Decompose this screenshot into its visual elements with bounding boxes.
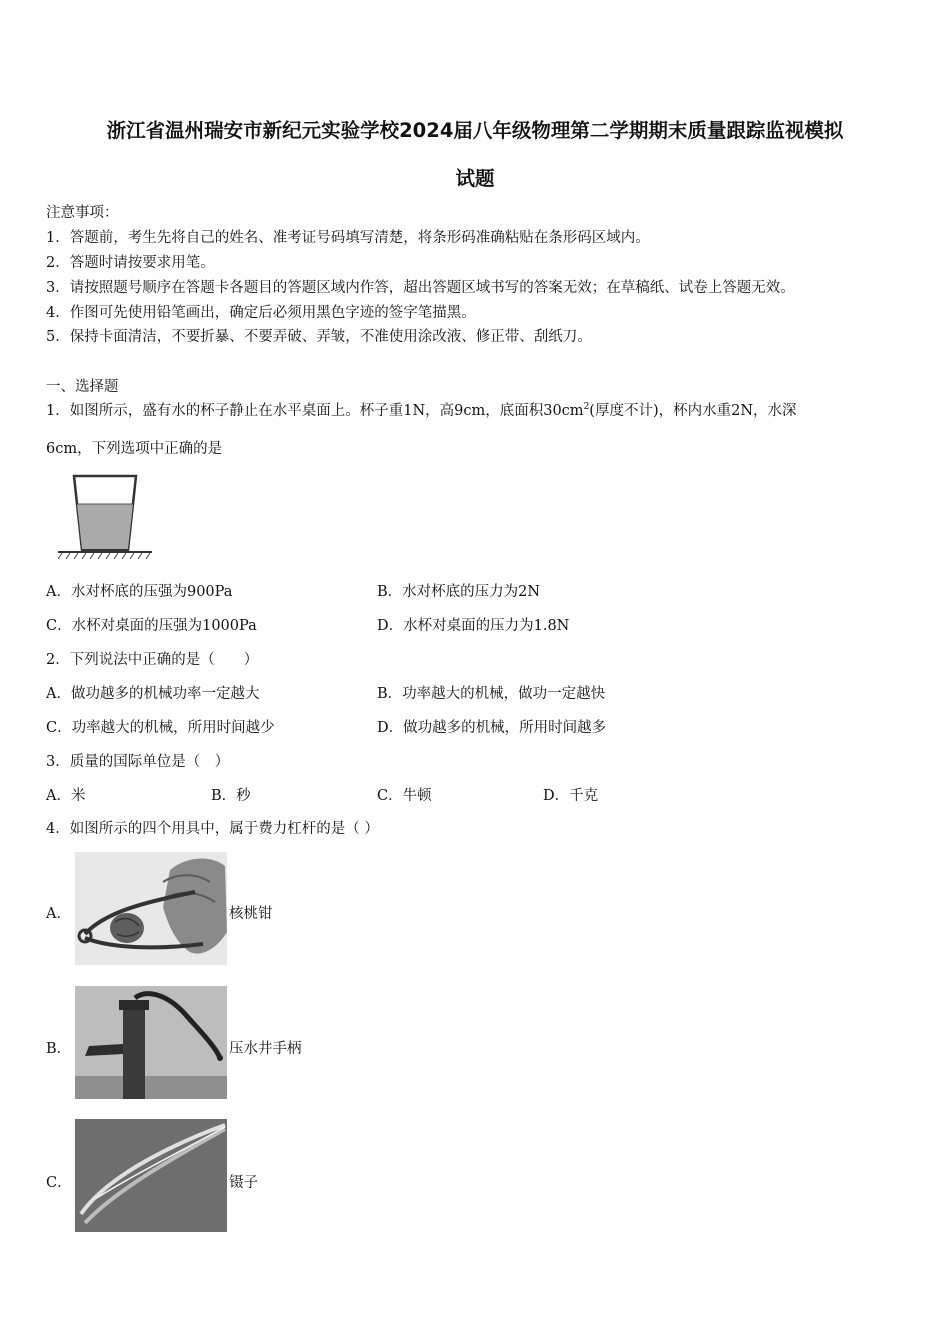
tweezers-photo bbox=[75, 1119, 227, 1232]
q3-option-b: B．秒 bbox=[211, 788, 251, 804]
q1-option-b: B．水对杯底的压力为2N bbox=[377, 584, 541, 600]
question-3-stem: 3．质量的国际单位是（ ） bbox=[46, 754, 230, 770]
notice-item: 2．答题时请按要求用笔。 bbox=[46, 255, 215, 271]
q4-item-a-letter: A． bbox=[46, 906, 71, 922]
q4-item-a-label: 核桃钳 bbox=[229, 906, 273, 922]
notice-item: 1．答题前，考生先将自己的姓名、准考证号码填写清楚，将条形码准确粘贴在条形码区域内。 bbox=[46, 230, 650, 246]
notice-item: 4．作图可先使用铅笔画出，确定后必须用黑色字迹的签字笔描黑。 bbox=[46, 305, 476, 321]
q4-item-b-letter: B． bbox=[46, 1041, 72, 1057]
notice-item: 5．保持卡面清洁，不要折暴、不要弄破、弄皱，不准使用涂改液、修正带、刮纸刀。 bbox=[46, 329, 592, 345]
q1-option-d: D．水杯对桌面的压力为1.8N bbox=[377, 618, 570, 634]
q2-option-c: C．功率越大的机械，所用时间越少 bbox=[46, 720, 275, 736]
q1-superscript: 2 bbox=[583, 402, 590, 413]
q3-option-a: A．米 bbox=[46, 788, 86, 804]
question-4-stem: 4．如图所示的四个用具中，属于费力杠杆的是（ ） bbox=[46, 821, 379, 837]
table-hatch bbox=[58, 553, 150, 559]
question-1-stem-cont: 6cm，下列选项中正确的是 bbox=[46, 441, 223, 457]
q3-option-c: C．牛顿 bbox=[377, 788, 432, 804]
q1-option-a: A．水对杯底的压强为900Pa bbox=[46, 584, 233, 600]
hand-pump-photo bbox=[75, 986, 227, 1099]
q2-option-a: A．做功越多的机械功率一定越大 bbox=[46, 686, 260, 702]
page-title-line2: 试题 bbox=[455, 167, 495, 190]
q3-option-d: D．千克 bbox=[543, 788, 599, 804]
q4-item-c-letter: C． bbox=[46, 1175, 72, 1191]
page-title: 浙江省温州瑞安市新纪元实验学校2024届八年级物理第二学期期末质量跟踪监视模拟 bbox=[106, 119, 844, 142]
question-2-stem: 2．下列说法中正确的是（ ） bbox=[46, 652, 259, 668]
q1-option-c: C．水杯对桌面的压强为1000Pa bbox=[46, 618, 257, 634]
q4-item-b-label: 压水井手柄 bbox=[229, 1041, 302, 1057]
q2-option-b: B．功率越大的机械，做功一定越快 bbox=[377, 686, 606, 702]
q1-text-b: (厚度不计)，杯内水重2N，水深 bbox=[589, 403, 797, 419]
question-1-stem bbox=[46, 401, 797, 421]
notice-heading: 注意事项： bbox=[46, 205, 119, 221]
nutcracker-photo bbox=[75, 852, 227, 965]
q1-text-a: 1．如图所示，盛有水的杯子静止在水平桌面上。杯子重1N，高9cm，底面积30cm bbox=[46, 403, 584, 419]
water-fill bbox=[77, 504, 133, 549]
q4-item-c-label: 镊子 bbox=[229, 1175, 258, 1191]
notice-item: 3．请按照题号顺序在答题卡各题目的答题区域内作答，超出答题区域书写的答案无效；在草稿纸、试卷上答题无效。 bbox=[46, 280, 795, 296]
q2-option-d: D．做功越多的机械，所用时间越多 bbox=[377, 720, 607, 736]
water-cup-figure bbox=[58, 472, 158, 564]
section-heading: 一、选择题 bbox=[46, 379, 119, 395]
